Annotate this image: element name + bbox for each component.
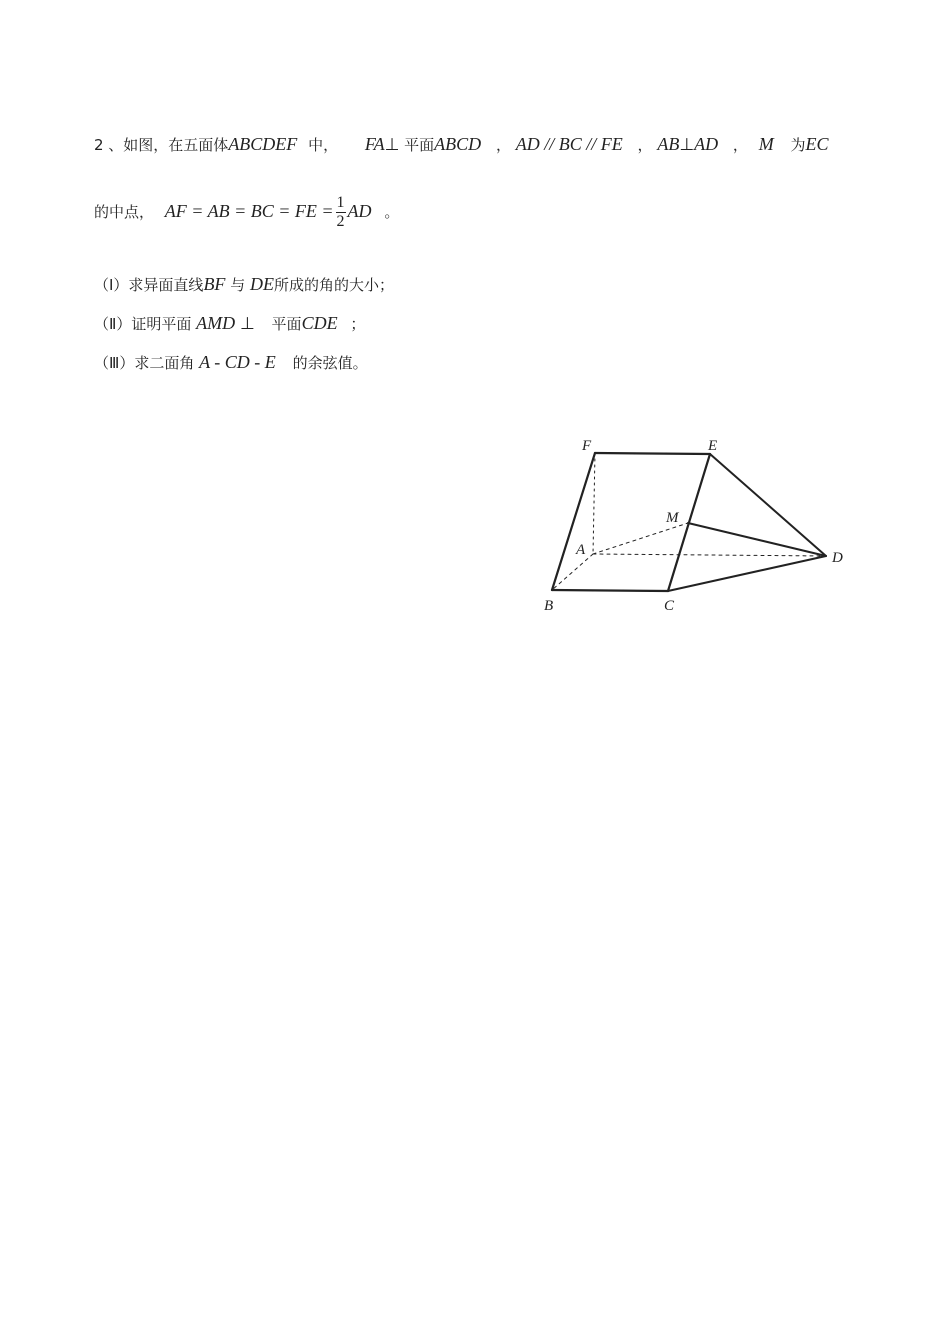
question-1-label: （Ⅰ）求异面直线 (94, 276, 204, 294)
question-3-label: （Ⅲ）求二面角 (94, 354, 195, 372)
comma-2: ， (637, 136, 653, 154)
wei-text: 为 (790, 136, 806, 154)
point-m: M (758, 134, 774, 154)
vertex-label-d: D (832, 550, 843, 566)
question-2-label: （Ⅱ）证明平面 (94, 315, 192, 333)
de-text: DE (250, 274, 275, 294)
amd-text: AMD (196, 313, 236, 333)
bf-text: BF (203, 274, 226, 294)
vertex-label-f: F (582, 438, 592, 454)
parallel-condition: AD // BC // FE (515, 134, 623, 154)
question-2 (94, 313, 365, 334)
segment-md (688, 523, 826, 556)
semicolon: ； (350, 315, 366, 333)
plane-text-1: 平面 (404, 136, 435, 154)
fraction-denominator: 2 (336, 213, 345, 230)
edge-fb (552, 453, 595, 590)
zhong-text: 中， (308, 136, 339, 154)
vertex-label-b: B (544, 598, 554, 614)
abcd-text: ABCD (434, 134, 482, 154)
question-1 (94, 274, 394, 295)
period: 。 (384, 203, 400, 221)
solid-name: ABCDEF (228, 134, 298, 154)
fraction-half (336, 194, 346, 231)
edge-fe (595, 453, 710, 454)
problem-line-2 (94, 194, 399, 231)
question-3-rest: 的余弦值。 (292, 354, 368, 372)
perp-symbol-3: ⊥ (239, 314, 255, 333)
perp-symbol-1: ⊥ (384, 135, 400, 154)
question-1-rest: 所成的角的大小； (274, 276, 395, 294)
pentahedron-figure (540, 430, 870, 620)
hidden-segment-am (593, 523, 688, 554)
dihedral-angle: A - CD - E (199, 352, 276, 372)
vertex-label-a: A (576, 542, 586, 558)
hidden-edge-fa (593, 453, 595, 554)
ec-text: EC (805, 134, 829, 154)
edge-bc (552, 590, 668, 591)
perp-symbol-2: ⊥ (679, 135, 695, 154)
yu-text: 与 (230, 276, 246, 294)
cde-text: CDE (301, 313, 338, 333)
edge-cd (668, 556, 826, 591)
equality-chain: AF = AB = BC = FE = (164, 201, 334, 221)
vertex-label-e: E (708, 438, 718, 454)
ad-text-2: AD (347, 201, 372, 221)
fraction-numerator: 1 (336, 194, 345, 211)
comma-1: ， (495, 136, 511, 154)
midpoint-text: 的中点， (94, 203, 155, 221)
vertex-label-c: C (664, 598, 675, 614)
problem-line-1 (94, 134, 829, 155)
edge-ed (710, 454, 826, 556)
comma-3: ， (732, 136, 748, 154)
plane-text-2: 平面 (271, 315, 302, 333)
fa-text: FA (364, 134, 385, 154)
hidden-edge-ad (593, 554, 826, 556)
ab-text: AB (657, 134, 680, 154)
ad-text: AD (694, 134, 719, 154)
problem-number-intro: 2 、如图，在五面体 (94, 136, 229, 154)
vertex-label-m: M (666, 510, 679, 526)
question-3 (94, 352, 368, 373)
